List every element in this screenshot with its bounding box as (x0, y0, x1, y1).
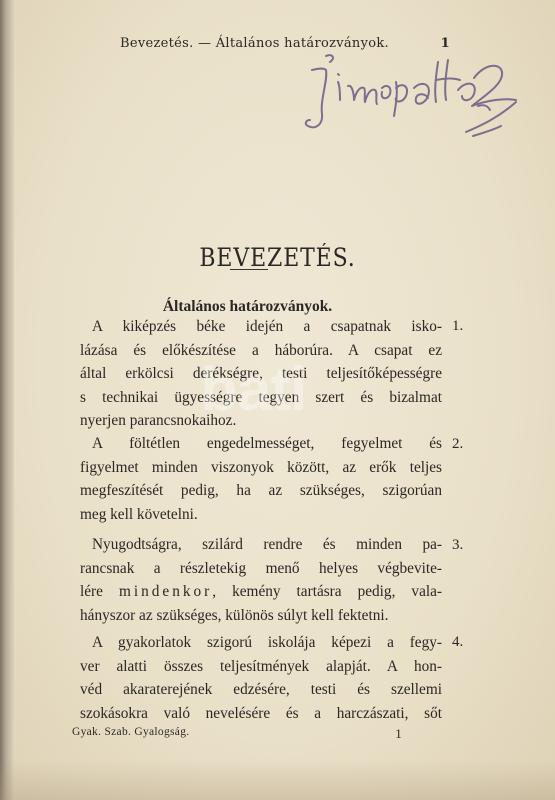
paragraph-line: A föltétlen engedelmességet, fegyelmet és (92, 435, 442, 452)
paragraph-line: által erkölcsi derékségre, testi teljesítőképességre (80, 365, 442, 383)
page-stain (0, 760, 555, 800)
paragraph-number: 2. (452, 436, 464, 452)
paragraph-number: 3. (452, 537, 464, 553)
running-header-title: Bevezetés. — Általános határozványok. (120, 36, 389, 51)
paragraph-line: meg kell követelni. (80, 505, 198, 523)
paragraph-line: megfeszítését pedig, ha az szükséges, szigorúan (80, 482, 442, 500)
paragraph-number: 4. (452, 634, 464, 650)
paragraph-line: szokásokra való nevelésére és a harczászati, sőt (80, 704, 442, 722)
emphasized-word: mindenkor (118, 583, 213, 601)
chapter-title: BEVEZETÉS. (199, 242, 356, 272)
paragraph-line (80, 580, 442, 604)
paragraph-line: rancsnak a részletekig menő helyes végbevite- (80, 559, 442, 577)
paragraph-line: hányszor az szükséges, különös súlyt kell fektetni. (80, 606, 389, 624)
paragraph-1 (80, 315, 442, 433)
paragraph-4 (80, 631, 442, 725)
paragraph-line: ver alatti összes teljesítmények alapját. A hon- (80, 657, 442, 675)
paragraph-line: véd akaraterejének edzésére, testi és szellemi (80, 681, 442, 699)
running-header-page-number: 1 (440, 36, 450, 51)
paragraph-line: A kiképzés béke idején a csapatnak isko- (92, 318, 442, 335)
paragraph-line: figyelmet minden viszonyok között, az erők teljes (80, 458, 442, 476)
paragraph-number: 1. (452, 318, 464, 334)
paragraph-line: nyerjen parancsnokaihoz. (80, 412, 237, 430)
page-binding-edge (0, 0, 14, 800)
line-fragment: , kemény tartásra pedig, vala- (212, 583, 443, 601)
line-fragment: lére (80, 583, 119, 601)
footer-signature-mark: Gyak. Szab. Gyalogság. (72, 726, 190, 738)
watermark: bati (200, 355, 307, 424)
section-title: Általános határozványok. (162, 297, 333, 315)
paragraph-2 (80, 432, 442, 526)
title-divider (230, 269, 268, 270)
footer-sheet-number: 1 (395, 726, 402, 741)
handwritten-signature (298, 52, 528, 162)
paragraph-line: A gyakorlatok szigorú iskolája képezi a fegy- (92, 634, 442, 651)
paragraph-3 (80, 533, 442, 627)
paragraph-line: lázása és előkészítése a háborúra. A csapat ez (80, 341, 442, 359)
paragraph-line: s technikai ügyességre tegyen szert és bizalmat (80, 388, 442, 406)
paragraph-line: Nyugodtságra, szilárd rendre és minden pa- (92, 536, 442, 553)
